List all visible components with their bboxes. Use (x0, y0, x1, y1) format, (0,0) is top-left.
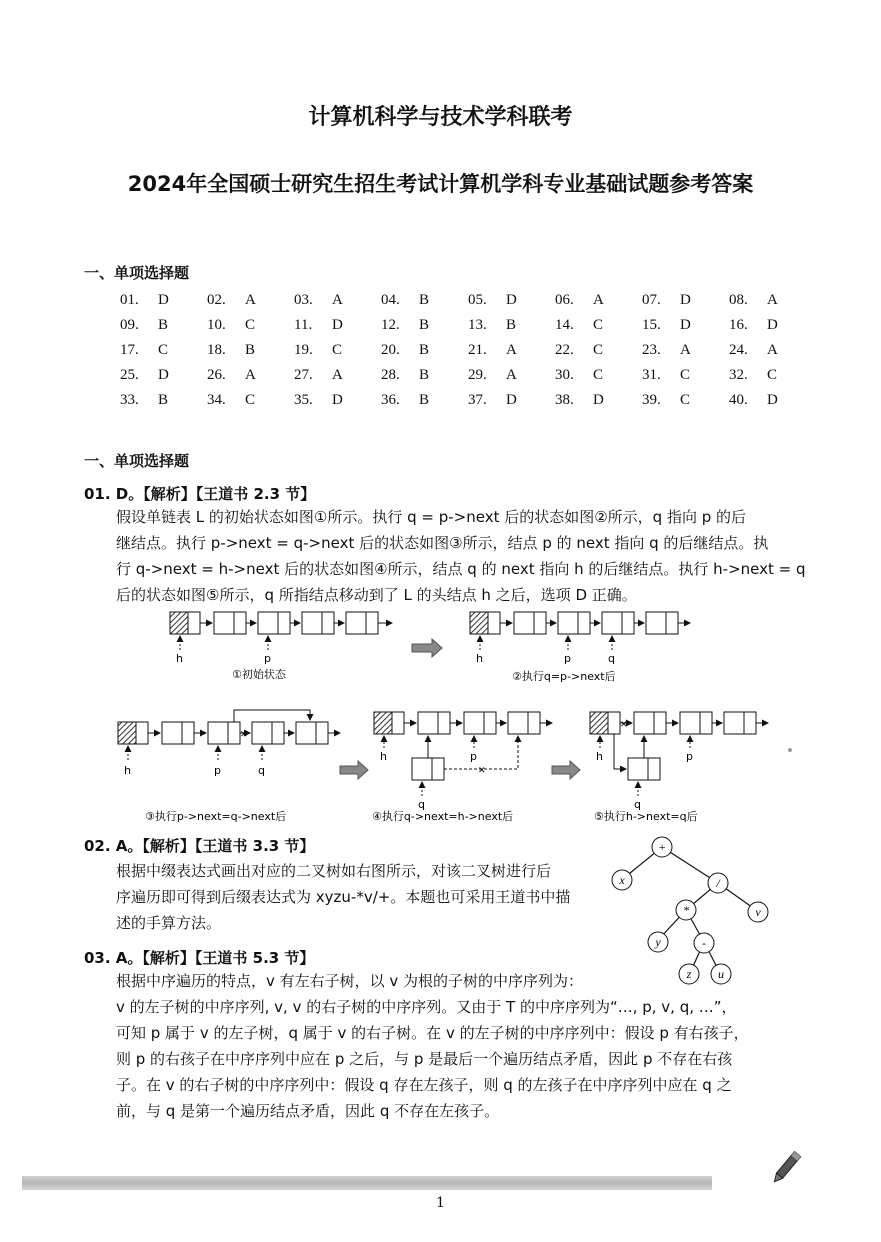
label-q: q (608, 652, 615, 665)
answer-letter: C (680, 367, 691, 383)
q02-text (116, 858, 606, 936)
text-line: 序遍历即可得到后缀表达式为 xyzu-*v/+。本题也可采用王道书中描 (116, 888, 571, 906)
text-line: 述的手算方法。 (116, 914, 222, 932)
tree-node-u: u (718, 967, 724, 981)
question-number: 11. (294, 317, 313, 333)
text-line: 继结点。执行 p->next = q->next 后的状态如图③所示，结点 p 的 next 指向 q 的后继结点。执 (116, 534, 769, 552)
answer-letter: B (419, 292, 430, 308)
label-p: p (470, 750, 477, 763)
answer-letter: C (245, 317, 256, 333)
question-number: 05. (468, 292, 487, 308)
text-line: 前，与 q 是第一个遍历结点矛盾，因此 q 不存在左孩子。 (116, 1102, 500, 1120)
tree-node-x: x (619, 873, 625, 887)
question-number: 16. (729, 317, 748, 333)
answer-letter: B (158, 392, 169, 408)
question-number: 37. (468, 392, 487, 408)
svg-text:✕: ✕ (240, 730, 248, 740)
question-number: 40. (729, 392, 748, 408)
question-number: 35. (294, 392, 313, 408)
label-p: p (686, 750, 693, 763)
label-h: h (596, 750, 603, 763)
answer-letter: D (332, 317, 343, 333)
answer-letter: D (332, 392, 343, 408)
diagram-after-step3 (372, 712, 552, 823)
answer-letter: A (245, 367, 256, 383)
question-number: 25. (120, 367, 139, 383)
answer-letter: C (332, 342, 343, 358)
question-number: 07. (642, 292, 661, 308)
question-number: 01. (120, 292, 139, 308)
page-subtitle: 2024年全国硕士研究生招生考试计算机学科专业基础试题参考答案 (127, 172, 754, 196)
text-line: 后的状态如图⑤所示，q 所指结点移动到了 L 的头结点 h 之后，选项 D 正确。 (116, 586, 637, 604)
answer-letter: C (680, 392, 691, 408)
label-p: p (214, 764, 221, 777)
question-number: 03. (294, 292, 313, 308)
question-number: 27. (294, 367, 313, 383)
tree-node-z: z (686, 967, 692, 981)
diagram-after-step1 (470, 612, 690, 683)
section-heading-answers: 一、单项选择题 (84, 264, 190, 282)
caption-4: ④执行q->next=h->next后 (372, 810, 514, 823)
caption-2: ②执行q=p->next后 (512, 670, 616, 683)
text-line: 假设单链表 L 的初始状态如图①所示。执行 q = p->next 后的状态如图②所示，q 指向 p 的后 (116, 508, 747, 526)
question-number: 10. (207, 317, 226, 333)
q02-heading: 02. A。【解析】【王道书 3.3 节】 (84, 837, 315, 855)
caption-1: ①初始状态 (232, 668, 286, 681)
question-number: 13. (468, 317, 487, 333)
answer-row (120, 363, 816, 388)
answer-letter: A (245, 292, 256, 308)
page-title: 计算机科学与技术学科联考 (308, 105, 573, 130)
question-number: 17. (120, 342, 139, 358)
svg-text:✕: ✕ (478, 766, 486, 776)
answer-letter: A (680, 342, 691, 358)
question-number: 12. (381, 317, 400, 333)
text-line: 子。在 v 的右子树的中序序列中：假设 q 存在左孩子，则 q 的左孩子在中序序列中应在 q 之 (116, 1076, 732, 1094)
label-q: q (418, 798, 425, 811)
text-line: 则 p 的右孩子在中序序列中应在 p 之后，与 p 是最后一个遍历结点矛盾，因此 p 不存在右孩 (116, 1050, 733, 1068)
answer-letter: A (332, 292, 343, 308)
answer-letter: C (767, 367, 778, 383)
answer-letter: A (767, 342, 778, 358)
question-number: 39. (642, 392, 661, 408)
tree-node-mul: * (683, 903, 689, 917)
answer-table (120, 288, 816, 413)
question-number: 36. (381, 392, 400, 408)
q01-text (116, 504, 806, 608)
caption-5: ⑤执行h->next=q后 (594, 810, 698, 823)
question-number: 14. (555, 317, 574, 333)
answer-letter: A (332, 367, 343, 383)
q01-heading: 01. D。【解析】【王道书 2.3 节】 (84, 485, 316, 503)
text-line: 行 q->next = h->next 后的状态如图④所示，结点 q 的 next 指向 h 的后继结点。执行 h->next = q (116, 560, 806, 578)
answer-row (120, 313, 816, 338)
text-line: 可知 p 属于 v 的左子树，q 属于 v 的右子树。在 v 的左子树的中序序列中：假设 p 有右孩子， (116, 1024, 749, 1042)
answer-letter: A (593, 292, 604, 308)
answer-letter: B (419, 392, 430, 408)
answer-letter: C (158, 342, 169, 358)
page-number: 1 (436, 1195, 445, 1211)
label-h: h (380, 750, 387, 763)
tree-node-div: / (716, 876, 720, 890)
answer-letter: B (419, 367, 430, 383)
question-number: 15. (642, 317, 661, 333)
question-number: 24. (729, 342, 748, 358)
label-h: h (176, 652, 183, 665)
answer-letter: D (593, 392, 604, 408)
answer-letter: D (506, 292, 517, 308)
question-number: 02. (207, 292, 226, 308)
answer-row (120, 388, 816, 413)
answer-letter: B (245, 342, 256, 358)
answer-letter: D (506, 392, 517, 408)
tree-node-plus: + (657, 840, 667, 854)
tree-node-y: y (655, 935, 661, 949)
q03-text (116, 968, 796, 1124)
answer-letter: A (506, 342, 517, 358)
label-p: p (264, 652, 271, 665)
question-number: 22. (555, 342, 574, 358)
answer-row (120, 338, 816, 363)
question-number: 04. (381, 292, 400, 308)
question-number: 38. (555, 392, 574, 408)
answer-letter: A (506, 367, 517, 383)
diagram-after-step4 (590, 712, 768, 823)
diagram-after-step2 (118, 710, 340, 823)
question-number: 21. (468, 342, 487, 358)
answer-row (120, 288, 816, 313)
question-number: 29. (468, 367, 487, 383)
answer-letter: C (245, 392, 256, 408)
answer-letter: B (419, 342, 430, 358)
diagram-initial-state (170, 612, 392, 681)
svg-text:✕: ✕ (620, 720, 628, 730)
question-number: 09. (120, 317, 139, 333)
answer-letter: B (158, 317, 169, 333)
question-number: 32. (729, 367, 748, 383)
question-number: 20. (381, 342, 400, 358)
question-number: 18. (207, 342, 226, 358)
q03-heading: 03. A。【解析】【王道书 5.3 节】 (84, 949, 315, 967)
answer-letter: C (593, 342, 604, 358)
answer-letter: C (593, 317, 604, 333)
text-line: 根据中序遍历的特点，v 有左右子树，以 v 为根的子树的中序序列为： (116, 972, 584, 990)
question-number: 08. (729, 292, 748, 308)
scan-bar (22, 1176, 712, 1190)
question-number: 19. (294, 342, 313, 358)
right-arrow-icon (412, 639, 442, 657)
label-h: h (476, 652, 483, 665)
answer-letter: D (158, 367, 169, 383)
label-q: q (634, 798, 641, 811)
right-arrow-icon (552, 761, 580, 779)
question-number: 06. (555, 292, 574, 308)
question-number: 23. (642, 342, 661, 358)
label-h: h (124, 764, 131, 777)
question-number: 31. (642, 367, 661, 383)
linked-list-diagrams (0, 600, 881, 840)
answer-letter: D (680, 317, 691, 333)
answer-letter: D (767, 392, 778, 408)
question-number: 30. (555, 367, 574, 383)
caption-3: ③执行p->next=q->next后 (145, 810, 287, 823)
answer-letter: B (419, 317, 430, 333)
question-number: 28. (381, 367, 400, 383)
answer-letter: D (680, 292, 691, 308)
section-heading-analysis: 一、单项选择题 (84, 452, 190, 470)
answer-letter: C (593, 367, 604, 383)
right-arrow-icon (340, 761, 368, 779)
answer-letter: D (158, 292, 169, 308)
text-line: 根据中缀表达式画出对应的二叉树如右图所示，对该二叉树进行后 (116, 862, 552, 880)
text-line: v 的左子树的中序序列, v, v 的右子树的中序序列。又由于 T 的中序序列为“…, p, v, q, …”， (116, 998, 737, 1016)
answer-letter: A (767, 292, 778, 308)
label-q: q (258, 764, 265, 777)
tree-node-minus: - (702, 936, 706, 950)
pencil-icon[interactable] (770, 1148, 802, 1188)
question-number: 26. (207, 367, 226, 383)
tree-node-v: v (755, 905, 761, 919)
question-number: 34. (207, 392, 226, 408)
answer-letter: B (506, 317, 517, 333)
label-p: p (564, 652, 571, 665)
answer-letter: D (767, 317, 778, 333)
question-number: 33. (120, 392, 139, 408)
